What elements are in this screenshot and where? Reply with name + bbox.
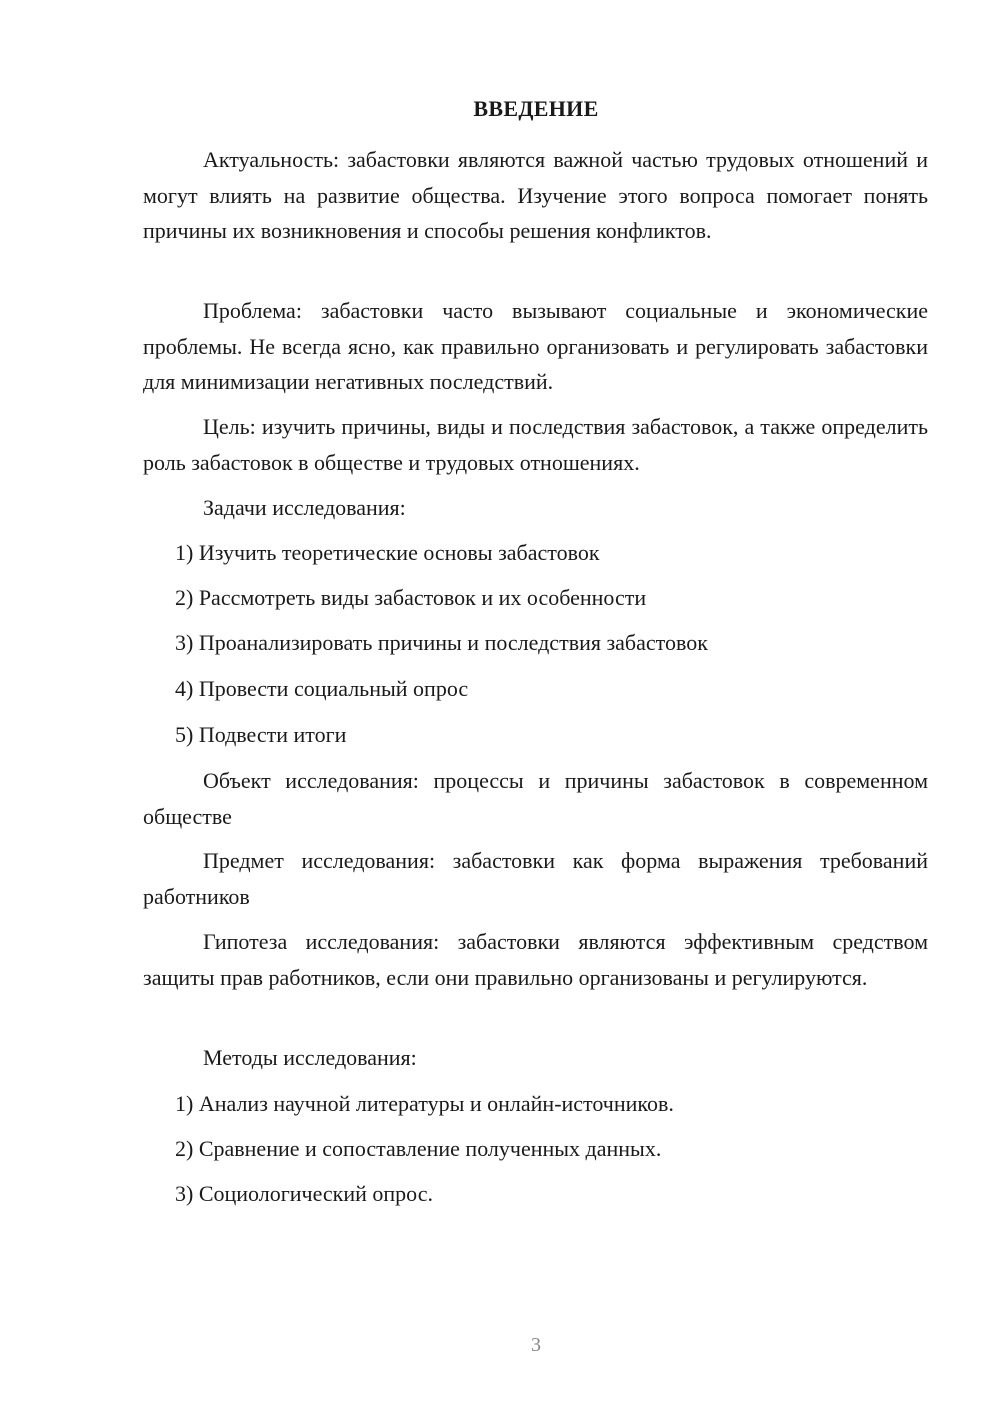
task-item-4: 4) Провести социальный опрос — [175, 676, 469, 701]
method-item-1: 1) Анализ научной литературы и онлайн-источников. — [175, 1091, 674, 1116]
task-item-3: 3) Проанализировать причины и последствия забастовок — [175, 630, 708, 655]
subject-paragraph: Предмет исследования: забастовки как форма выражения требований работников — [143, 848, 928, 909]
tasks-heading: Задачи исследования: — [203, 495, 406, 520]
goal-paragraph: Цель: изучить причины, виды и последствия забастовок, а также определить роль забастовок в обществе и трудовых отношениях. — [143, 414, 928, 475]
hypothesis-paragraph: Гипотеза исследования: забастовки являются эффективным средством защиты прав работников, если они правильно организованы и регулируются. — [143, 929, 928, 990]
methods-heading: Методы исследования: — [203, 1045, 417, 1070]
task-item-1: 1) Изучить теоретические основы забастовок — [175, 540, 600, 565]
method-item-3: 3) Социологический опрос. — [175, 1181, 433, 1206]
task-item-2: 2) Рассмотреть виды забастовок и их особенности — [175, 585, 647, 610]
actuality-paragraph: Актуальность: забастовки являются важной частью трудовых отношений и могут влиять на развитие общества. Изучение этого вопроса помогает понять причины их возникновения и способы решения конфликтов. — [143, 147, 928, 243]
task-item-5: 5) Подвести итоги — [175, 722, 347, 747]
problem-paragraph: Проблема: забастовки часто вызывают социальные и экономические проблемы. Не всегда ясно, как правильно организовать и регулировать забастовки для минимизации негативных последствий. — [143, 298, 928, 394]
object-paragraph: Объект исследования: процессы и причины забастовок в современном обществе — [143, 768, 928, 829]
page-title: ВВЕДЕНИЕ — [473, 96, 599, 121]
page-number: 3 — [531, 1334, 541, 1356]
method-item-2: 2) Сравнение и сопоставление полученных данных. — [175, 1136, 662, 1161]
